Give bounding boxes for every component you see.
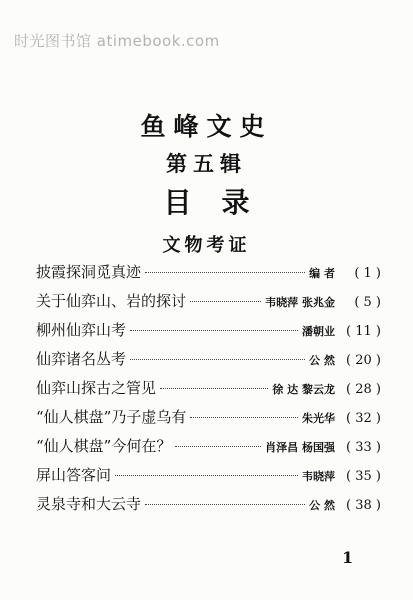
toc-entry-title: 披霞探洞觅真迹	[36, 263, 142, 281]
toc-entry-page: ( 38 )	[346, 498, 381, 513]
toc-entry	[36, 261, 381, 290]
toc-entry-author: 潘朝业	[302, 325, 335, 338]
toc-entry-author: 韦晓萍 张兆金	[265, 296, 335, 309]
toc-entry	[36, 493, 381, 522]
toc-entry-page: ( 28 )	[346, 382, 381, 397]
toc-entry	[36, 348, 381, 377]
toc-entry	[36, 290, 381, 319]
toc-entry-author: 韦晓萍	[302, 470, 335, 483]
issue-number: 第五辑	[166, 151, 247, 176]
toc-entry	[36, 377, 381, 406]
toc-entry-author: 编 者	[309, 267, 335, 280]
toc-entry-author: 朱光华	[302, 412, 335, 425]
toc-entry-page: ( 33 )	[346, 440, 381, 455]
toc-entry-author: 公 然	[309, 499, 335, 512]
toc-entry-title: 仙弈山探古之管见	[36, 379, 157, 397]
toc-entry-author: 公 然	[309, 354, 335, 367]
toc-entry-page: ( 5 )	[354, 295, 381, 310]
toc-entry	[36, 435, 381, 464]
toc-entry-author: 徐 达 黎云龙	[272, 383, 335, 396]
toc-dot-leader	[115, 475, 298, 476]
toc-entry-page: ( 20 )	[346, 353, 381, 368]
book-title: 鱼峰文史	[140, 112, 273, 141]
toc-entry-title: 关于仙弈山、岩的探讨	[36, 292, 187, 310]
toc-dot-leader	[190, 301, 261, 302]
toc-entry-title: 仙弈诸名丛考	[36, 350, 127, 368]
toc-entry-title: “仙人棋盘”乃子虚乌有	[36, 408, 187, 426]
toc-dot-leader	[145, 272, 305, 273]
toc-entry-title: 柳州仙弈山考	[36, 321, 127, 339]
table-of-contents	[36, 261, 381, 522]
toc-dot-leader	[130, 330, 298, 331]
toc-dot-leader	[175, 446, 261, 447]
toc-entry-page: ( 1 )	[354, 266, 381, 281]
toc-entry-title: “仙人棋盘”今何在？	[36, 437, 172, 455]
toc-entry-page: ( 11 )	[346, 324, 381, 339]
toc-entry	[36, 464, 381, 493]
toc-entry	[36, 319, 381, 348]
watermark: 时光图书馆 atimebook.com	[14, 32, 220, 50]
toc-dot-leader	[160, 388, 268, 389]
toc-dot-leader	[130, 359, 305, 360]
page-number: 1	[342, 548, 354, 567]
toc-entry-title: 屏山答客问	[36, 466, 112, 484]
toc-entry-page: ( 32 )	[346, 411, 381, 426]
toc-entry-page: ( 35 )	[346, 469, 381, 484]
toc-dot-leader	[145, 504, 305, 505]
toc-entry	[36, 406, 381, 435]
contents-heading: 目录	[163, 186, 280, 219]
toc-dot-leader	[190, 417, 298, 418]
toc-entry-author: 肖泽昌 杨国强	[265, 441, 335, 454]
section-heading: 文物考证	[162, 235, 251, 256]
toc-entry-title: 灵泉寺和大云寺	[36, 495, 142, 513]
